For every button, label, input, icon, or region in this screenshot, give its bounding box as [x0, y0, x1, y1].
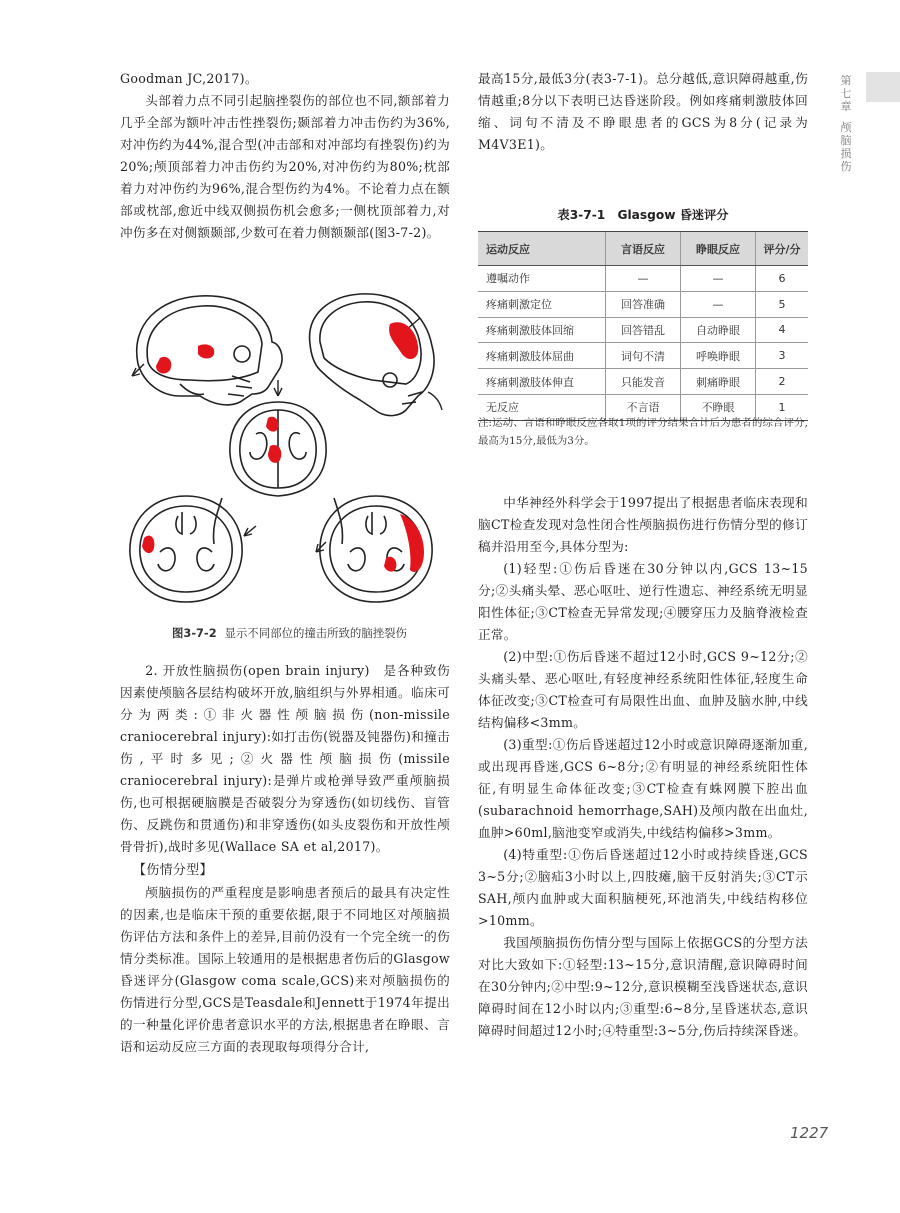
paragraph: 最高15分,最低3分(表3-7-1)。总分越低,意识障碍越重,伤情越重;8分以下表明已达昏迷阶段。例如疼痛刺激肢体回缩、词句不清及不睁眼患者的GCS为8分(记录为M4V3E1)。 — [478, 71, 808, 152]
paragraph: (3)重型:①伤后昏迷超过12小时或意识障碍逐渐加重,或出现再昏迷,GCS 6~8分;②有明显的神经系统阳性体征,有明显生命体征改变;③CT检查有蛛网膜下腔出血(subarachnoid hemorrhage,SAH)及颅内散在出血灶,血肿>60ml,脑池变窄或消失,中线结构偏移>3mm。 — [478, 737, 808, 840]
table-row — [478, 343, 808, 369]
paragraph: Goodman JC,2017)。 — [120, 71, 258, 86]
table-cell: 1 — [756, 394, 809, 420]
paragraph: (4)特重型:①伤后昏迷超过12小时或持续昏迷,GCS 3~5分;②脑疝3小时以上,四肢瘫,脑干反射消失;③CT示SAH,颅内血肿或大面积脑梗死,环池消失,中线结构移位>10mm。 — [478, 847, 808, 928]
paragraph: 我国颅脑损伤伤情分型与国际上依据GCS的分型方法对比大致如下:①轻型:13~15分,意识清醒,意识障碍时间在30分钟内;②中型:9~12分,意识模糊至浅昏迷状态,意识障碍时间在12小时以内;③重型:6~8分,呈昏迷状态,意识障碍时间超过12小时;④特重型:3~5分,伤后持续深昏迷。 — [478, 935, 808, 1038]
table-cell: 疼痛刺激肢体回缩 — [478, 317, 606, 343]
table-cell: 疼痛刺激肢体屈曲 — [478, 343, 606, 369]
table-cell: 只能发音 — [606, 369, 681, 395]
table-cell: 2 — [756, 369, 809, 395]
table-cell: 不睁眼 — [681, 394, 756, 420]
table-cell: — — [681, 266, 756, 292]
chapter-side-tab — [836, 74, 856, 173]
chapter-title-char: 颅 — [840, 121, 852, 134]
chapter-title-char: 损 — [840, 147, 852, 160]
paragraph: (1)轻型:①伤后昏迷在30分钟以内,GCS 13~15分;②头痛头晕、恶心呕吐、逆行性遗忘、神经系统无明显阳性体征;③CT检查无异常发现;④腰穿压力及脑脊液检查正常。 — [478, 561, 808, 642]
paragraph: 中华神经外科学会于1997提出了根据患者临床表现和脑CT检查发现对急性闭合性颅脑损伤进行伤情分型的修订稿并沿用至今,具体分型为: — [478, 495, 808, 554]
table-row — [478, 291, 808, 317]
table-header: 评分/分 — [756, 232, 809, 266]
table-title: 表3-7-1 Glasgow 昏迷评分 — [557, 208, 729, 222]
right-column-bottom — [478, 492, 808, 1042]
table-cell: 遵嘱动作 — [478, 266, 606, 292]
chapter-title-char: 脑 — [840, 134, 852, 147]
table-cell: 5 — [756, 291, 809, 317]
chapter-tab-marker — [866, 72, 900, 102]
gcs-table — [478, 231, 808, 421]
table-cell: 回答准确 — [606, 291, 681, 317]
table-cell: 呼唤睁眼 — [681, 343, 756, 369]
table-note: 注:运动、言语和睁眼反应各取1项的评分结果合计后为患者的综合评分,最高为15分,最低为3分。 — [478, 417, 808, 447]
chapter-title-char: 伤 — [840, 160, 852, 173]
table-row — [478, 317, 808, 343]
paragraph: 头部着力点不同引起脑挫裂伤的部位也不同,额部着力几乎全部为额叶冲击性挫裂伤;颞部着力冲击伤约为36%,对冲伤约为44%,混合型(冲击部和对冲部均有挫裂伤)约为20%;颅顶部着力冲击伤约为20%,对冲伤约为80%;枕部着力对冲伤约为96%,混合型伤约为4%。不论着力点在额部或枕部,愈近中线双侧损伤机会愈多;一侧枕顶部着力,对冲伤多在对侧额颞部,少数可在着力侧额颞部(图3-7-2)。 — [120, 93, 450, 240]
brain-contusion-figure — [120, 284, 450, 650]
table-cell: 4 — [756, 317, 809, 343]
table-cell: 回答错乱 — [606, 317, 681, 343]
paragraph: (2)中型:①伤后昏迷不超过12小时,GCS 9~12分;②头痛头晕、恶心呕吐,有轻度神经系统阳性体征,轻度生命体征改变;③CT检查可有局限性出血、血肿及脑水肿,中线结构偏移<3mm。 — [478, 649, 808, 730]
page-number: 1227 — [790, 1124, 829, 1142]
table-cell: 自动睁眼 — [681, 317, 756, 343]
table-header-row — [478, 232, 808, 266]
table-cell: 词句不清 — [606, 343, 681, 369]
table-row — [478, 369, 808, 395]
table-cell: 无反应 — [478, 394, 606, 420]
table-cell: 疼痛刺激定位 — [478, 291, 606, 317]
table-header: 睁眼反应 — [681, 232, 756, 266]
table-header: 言语反应 — [606, 232, 681, 266]
section-heading: 【伤情分型】 — [133, 863, 213, 878]
figure-caption — [172, 625, 407, 641]
table-header: 运动反应 — [478, 232, 606, 266]
table-cell: 6 — [756, 266, 809, 292]
table-cell: — — [681, 291, 756, 317]
table-cell: 不言语 — [606, 394, 681, 420]
table-cell: — — [606, 266, 681, 292]
table-row — [478, 266, 808, 292]
figure-number: 图3-7-2 — [172, 626, 217, 640]
chapter-char: 章 — [840, 100, 852, 113]
paragraph: 颅脑损伤的严重程度是影响患者预后的最具有决定性的因素,也是临床干预的重要依据,限于不同地区对颅脑损伤评估方法和条件上的差异,目前仍没有一个完全统一的伤情分类标准。国际上较通用的是根据患者伤后的Glasgow昏迷评分(Glasgow coma scale,GCS)来对颅脑损伤的伤情进行分型,GCS是Teasdale和Jennett于1974年提出的一种量化评价患者意识水平的方法,根据患者在睁眼、言语和运动反应三方面的表现取每项得分合计, — [120, 885, 450, 1054]
table-cell: 疼痛刺激肢体伸直 — [478, 369, 606, 395]
left-column-top — [120, 68, 450, 244]
spacer — [836, 113, 856, 121]
table-cell: 3 — [756, 343, 809, 369]
chapter-char: 第 — [840, 74, 852, 87]
right-column-top — [478, 68, 808, 156]
left-column-bottom — [120, 660, 450, 1058]
chapter-char: 七 — [840, 87, 852, 100]
table-cell: 刺痛睁眼 — [681, 369, 756, 395]
paragraph: 2. 开放性脑损伤(open brain injury) 是各种致伤因素使颅脑各层结构破坏开放,脑组织与外界相通。临床可分为两类:①非火器性颅脑损伤(non-missile craniocerebral injury):如打击伤(锐器及钝器伤)和撞击伤,平时多见;②火器性颅脑损伤(missile craniocerebral injury):是弹片或枪弹导致严重颅脑损伤,也可根据硬脑膜是否破裂分为穿透伤(如切线伤、盲管伤、反跳伤和贯通伤)和非穿透伤(如头皮裂伤和开放性颅骨骨折),战时多见(Wallace SA et al,2017)。 — [120, 663, 450, 854]
figure-caption-text: 显示不同部位的撞击所致的脑挫裂伤 — [224, 626, 407, 640]
